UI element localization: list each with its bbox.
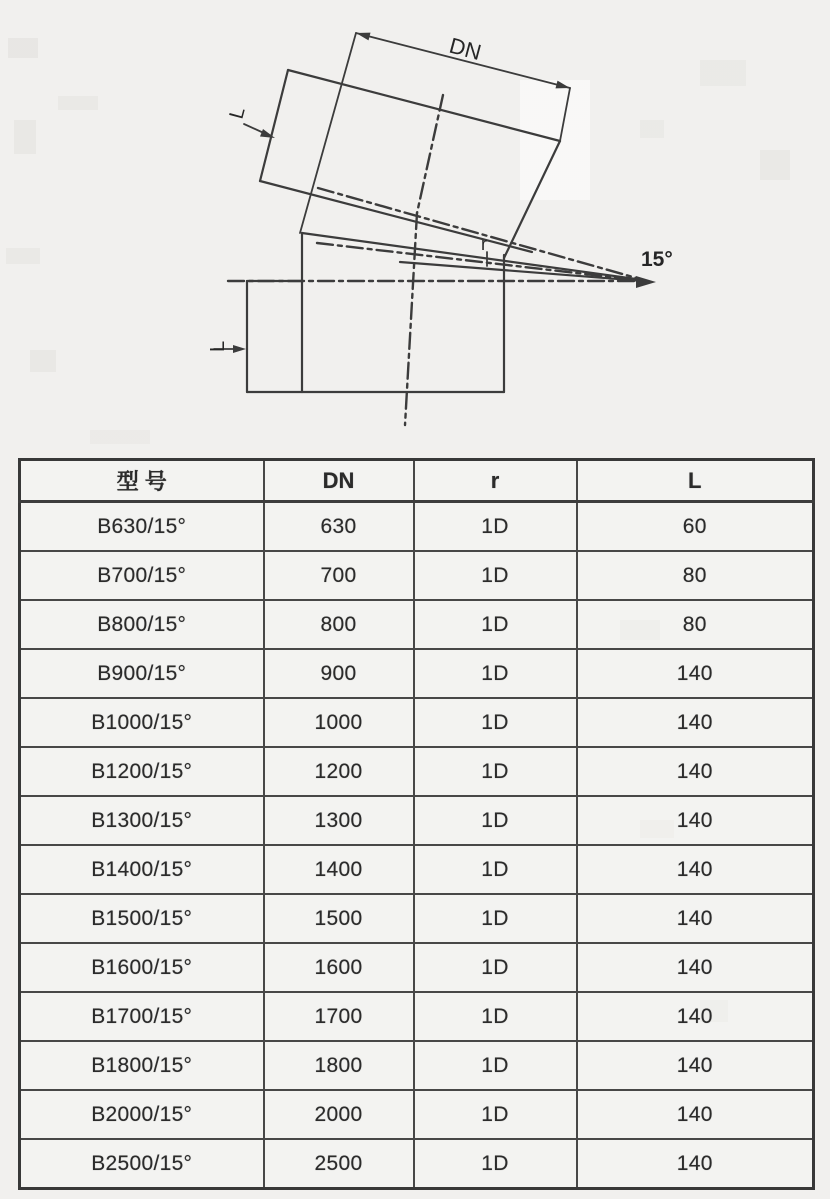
table-cell: 1D xyxy=(414,1139,577,1189)
miter-lines xyxy=(302,233,643,281)
table-cell: B1700/15° xyxy=(20,992,264,1041)
table-cell: B1600/15° xyxy=(20,943,264,992)
table-cell: 80 xyxy=(577,600,814,649)
table-cell: 140 xyxy=(577,943,814,992)
table-row xyxy=(20,551,814,600)
table-cell: 140 xyxy=(577,649,814,698)
header-dn: DN xyxy=(264,460,414,502)
table-cell: B1500/15° xyxy=(20,894,264,943)
table-cell: 1D xyxy=(414,551,577,600)
table-cell: 1D xyxy=(414,894,577,943)
table-cell: 80 xyxy=(577,551,814,600)
table-cell: 1D xyxy=(414,600,577,649)
table-cell: 2000 xyxy=(264,1090,414,1139)
table-cell: 1D xyxy=(414,992,577,1041)
table-cell: 1D xyxy=(414,943,577,992)
table-cell: 1D xyxy=(414,845,577,894)
table-row xyxy=(20,943,814,992)
table-cell: B2000/15° xyxy=(20,1090,264,1139)
table-row xyxy=(20,649,814,698)
table-cell: B1000/15° xyxy=(20,698,264,747)
table-row xyxy=(20,698,814,747)
table-row xyxy=(20,502,814,552)
table-cell: 1200 xyxy=(264,747,414,796)
elbow-technical-drawing xyxy=(0,0,830,456)
table-row xyxy=(20,894,814,943)
table-row xyxy=(20,1139,814,1189)
table-cell: 140 xyxy=(577,698,814,747)
table-cell: B630/15° xyxy=(20,502,264,552)
table-cell: 1300 xyxy=(264,796,414,845)
table-cell: 1700 xyxy=(264,992,414,1041)
table-cell: B800/15° xyxy=(20,600,264,649)
table-cell: 800 xyxy=(264,600,414,649)
table-cell: 1800 xyxy=(264,1041,414,1090)
lower-pipe-outline xyxy=(247,233,504,392)
table-cell: 1D xyxy=(414,747,577,796)
lower-l-arrow-icon xyxy=(233,345,246,353)
table-cell: 60 xyxy=(577,502,814,552)
r-dimension-label: r xyxy=(481,234,487,254)
centerline-arrow-icon xyxy=(636,276,656,288)
table-cell: B700/15° xyxy=(20,551,264,600)
upper-l-dimension-label: L xyxy=(225,104,250,122)
table-cell: B1300/15° xyxy=(20,796,264,845)
table-cell: 140 xyxy=(577,992,814,1041)
table-cell: 1D xyxy=(414,1041,577,1090)
table-cell: B2500/15° xyxy=(20,1139,264,1189)
upper-pipe-outline xyxy=(260,70,560,258)
dn-arrow-left-icon xyxy=(356,33,371,41)
table-cell: 1000 xyxy=(264,698,414,747)
table-cell: 140 xyxy=(577,796,814,845)
dn-dimension-label: DN xyxy=(446,32,484,66)
header-l: L xyxy=(577,460,814,502)
table-cell: 1D xyxy=(414,1090,577,1139)
table-row xyxy=(20,1041,814,1090)
table-cell: 140 xyxy=(577,1090,814,1139)
table-cell: 1400 xyxy=(264,845,414,894)
table-cell: 1D xyxy=(414,649,577,698)
table-cell: 140 xyxy=(577,747,814,796)
table-cell: 630 xyxy=(264,502,414,552)
lower-l-dimension xyxy=(207,341,246,353)
table-cell: 140 xyxy=(577,1139,814,1189)
centerlines xyxy=(225,95,656,425)
table-row xyxy=(20,600,814,649)
table-cell: B1200/15° xyxy=(20,747,264,796)
table-row xyxy=(20,1090,814,1139)
table-cell: B1800/15° xyxy=(20,1041,264,1090)
table-cell: 140 xyxy=(577,1041,814,1090)
table-cell: 2500 xyxy=(264,1139,414,1189)
header-r: r xyxy=(414,460,577,502)
table-cell: B900/15° xyxy=(20,649,264,698)
header-model: 型 号 xyxy=(20,460,264,502)
table-cell: 1D xyxy=(414,502,577,552)
spec-table xyxy=(18,458,815,1190)
table-cell: 140 xyxy=(577,894,814,943)
table-cell: 140 xyxy=(577,845,814,894)
dn-dimension xyxy=(356,33,570,141)
table-row xyxy=(20,796,814,845)
dn-arrow-right-icon xyxy=(556,81,571,89)
angle-label: 15° xyxy=(641,248,673,271)
lower-l-dimension-label: L xyxy=(207,340,229,352)
table-cell: 700 xyxy=(264,551,414,600)
table-cell: B1400/15° xyxy=(20,845,264,894)
table-cell: 900 xyxy=(264,649,414,698)
table-cell: 1D xyxy=(414,796,577,845)
table-row xyxy=(20,747,814,796)
table-cell: 1600 xyxy=(264,943,414,992)
table-row xyxy=(20,845,814,894)
upper-l-dimension xyxy=(226,105,275,138)
table-cell: 1D xyxy=(414,698,577,747)
table-header-row xyxy=(20,460,814,502)
table-cell: 1500 xyxy=(264,894,414,943)
table-row xyxy=(20,992,814,1041)
